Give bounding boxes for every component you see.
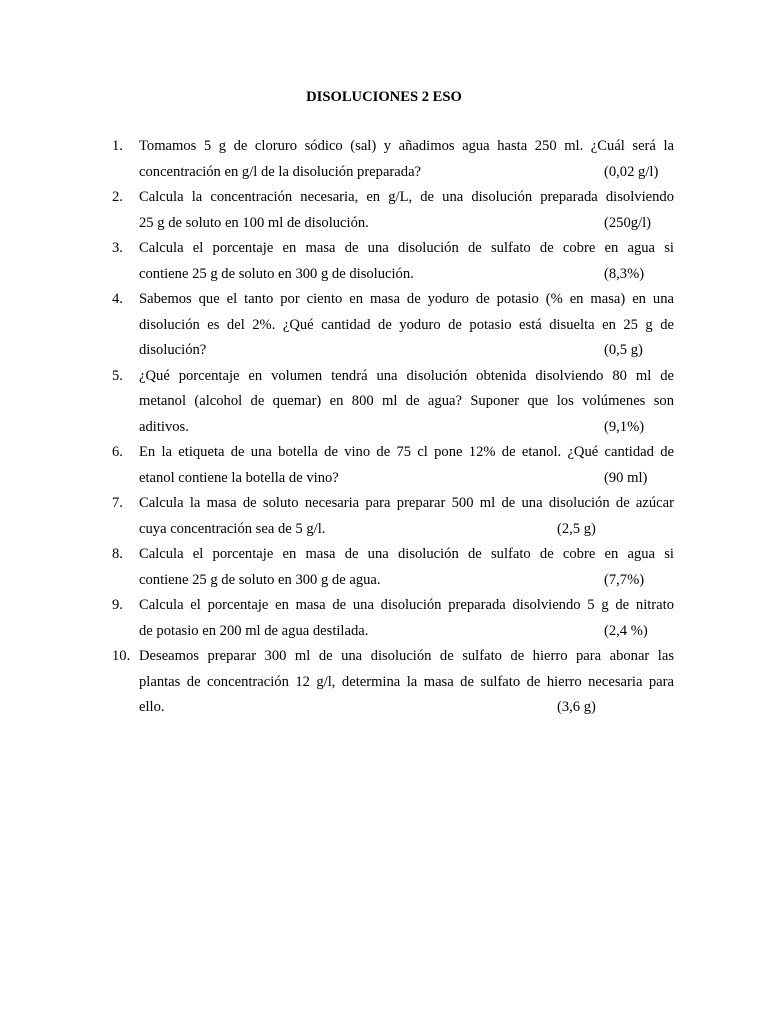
problem-answer: (250g/l): [604, 214, 652, 231]
problem-text: [139, 542, 674, 593]
problem-answer: (2,4 %): [604, 622, 648, 639]
problem-number: 3.: [112, 240, 123, 256]
problem-last-line: [139, 466, 674, 492]
problem-item: [0, 542, 674, 593]
problem-item: [0, 236, 674, 287]
problem-number: 9.: [112, 597, 123, 613]
problem-line: Calcula el porcentaje en masa de una disolución preparada disolviendo 5 g de nitrato: [139, 597, 674, 613]
problem-last-line: [139, 160, 674, 186]
problem-last-line: [139, 415, 674, 441]
problem-item: [0, 364, 674, 441]
problem-last-line: [139, 619, 674, 645]
problem-line: disolución?: [139, 342, 207, 358]
problem-text: [139, 364, 674, 441]
problem-item: [0, 593, 674, 644]
problem-item: [0, 134, 674, 185]
problem-line: ello.: [139, 699, 165, 715]
problem-text: [139, 236, 674, 287]
problem-text: [139, 185, 674, 236]
problem-item: [0, 287, 674, 364]
problem-number: 8.: [112, 546, 123, 562]
problem-answer: (0,02 g/l): [604, 163, 659, 180]
problem-text: [139, 644, 674, 721]
problem-last-line: [139, 568, 674, 594]
problem-number: 7.: [112, 495, 123, 511]
problem-line: Calcula el porcentaje en masa de una disolución de sulfato de cobre en agua si: [139, 546, 674, 562]
problem-line: Calcula la concentración necesaria, en g/L, de una disolución preparada disolviendo: [139, 189, 674, 205]
problem-line: ¿Qué porcentaje en volumen tendrá una disolución obtenida disolviendo 80 ml de: [139, 367, 674, 384]
problem-line: contiene 25 g de soluto en 300 g de agua.: [139, 571, 381, 588]
problem-last-line: [139, 695, 674, 721]
problem-answer: (7,7%): [604, 571, 645, 588]
problem-answer: (9,1%): [604, 418, 645, 435]
problem-line: etanol contiene la botella de vino?: [139, 469, 339, 486]
problem-line: 25 g de soluto en 100 ml de disolución.: [139, 214, 369, 231]
problem-number: 4.: [112, 291, 123, 307]
problem-list: [0, 134, 768, 721]
problem-line: Deseamos preparar 300 ml de una disolución de sulfato de hierro para abonar las: [139, 648, 674, 664]
problem-line: Tomamos 5 g de cloruro sódico (sal) y añadimos agua hasta 250 ml. ¿Cuál será la: [139, 138, 674, 154]
problem-line: contiene 25 g de soluto en 300 g de disolución.: [139, 265, 414, 282]
problem-answer: (2,5 g): [557, 520, 596, 537]
problem-line: plantas de concentración 12 g/l, determina la masa de sulfato de hierro necesaria para: [139, 673, 674, 690]
problem-item: [0, 185, 674, 236]
problem-number: 1.: [112, 138, 123, 154]
problem-answer: (90 ml): [604, 469, 648, 486]
problem-number: 2.: [112, 189, 123, 205]
problem-answer: (3,6 g): [557, 699, 596, 715]
problem-item: [0, 440, 674, 491]
problem-line: Sabemos que el tanto por ciento en masa de yoduro de potasio (% en masa) en una: [139, 291, 674, 307]
problem-number: 6.: [112, 444, 123, 460]
problem-text: [139, 287, 674, 364]
problem-item: [0, 644, 674, 721]
problem-text: [139, 491, 674, 542]
problem-last-line: [139, 517, 674, 543]
problem-line: de potasio en 200 ml de agua destilada.: [139, 622, 369, 639]
problem-last-line: [139, 338, 674, 364]
problem-answer: (8,3%): [604, 265, 645, 282]
problem-line: Calcula el porcentaje en masa de una disolución de sulfato de cobre en agua si: [139, 240, 674, 256]
problem-item: [0, 491, 674, 542]
problem-line: aditivos.: [139, 418, 189, 435]
problem-line: concentración en g/l de la disolución preparada?: [139, 163, 422, 180]
problem-line: cuya concentración sea de 5 g/l.: [139, 520, 326, 537]
problem-text: [139, 134, 674, 185]
problem-line: disolución es del 2%. ¿Qué cantidad de yoduro de potasio está disuelta en 25 g de: [139, 316, 674, 333]
problem-last-line: [139, 262, 674, 288]
problem-number: 5.: [112, 367, 123, 384]
problem-answer: (0,5 g): [604, 342, 643, 358]
problem-number: 10.: [112, 648, 131, 664]
problem-line: metanol (alcohol de quemar) en 800 ml de agua? Suponer que los volúmenes son: [139, 393, 674, 409]
problem-text: [139, 593, 674, 644]
problem-last-line: [139, 211, 674, 237]
page-title: DISOLUCIONES 2 ESO: [306, 89, 462, 105]
problem-text: [139, 440, 674, 491]
problem-line: En la etiqueta de una botella de vino de 75 cl pone 12% de etanol. ¿Qué cantidad de: [139, 444, 674, 460]
problem-line: Calcula la masa de soluto necesaria para preparar 500 ml de una disolución de azúcar: [139, 495, 674, 511]
